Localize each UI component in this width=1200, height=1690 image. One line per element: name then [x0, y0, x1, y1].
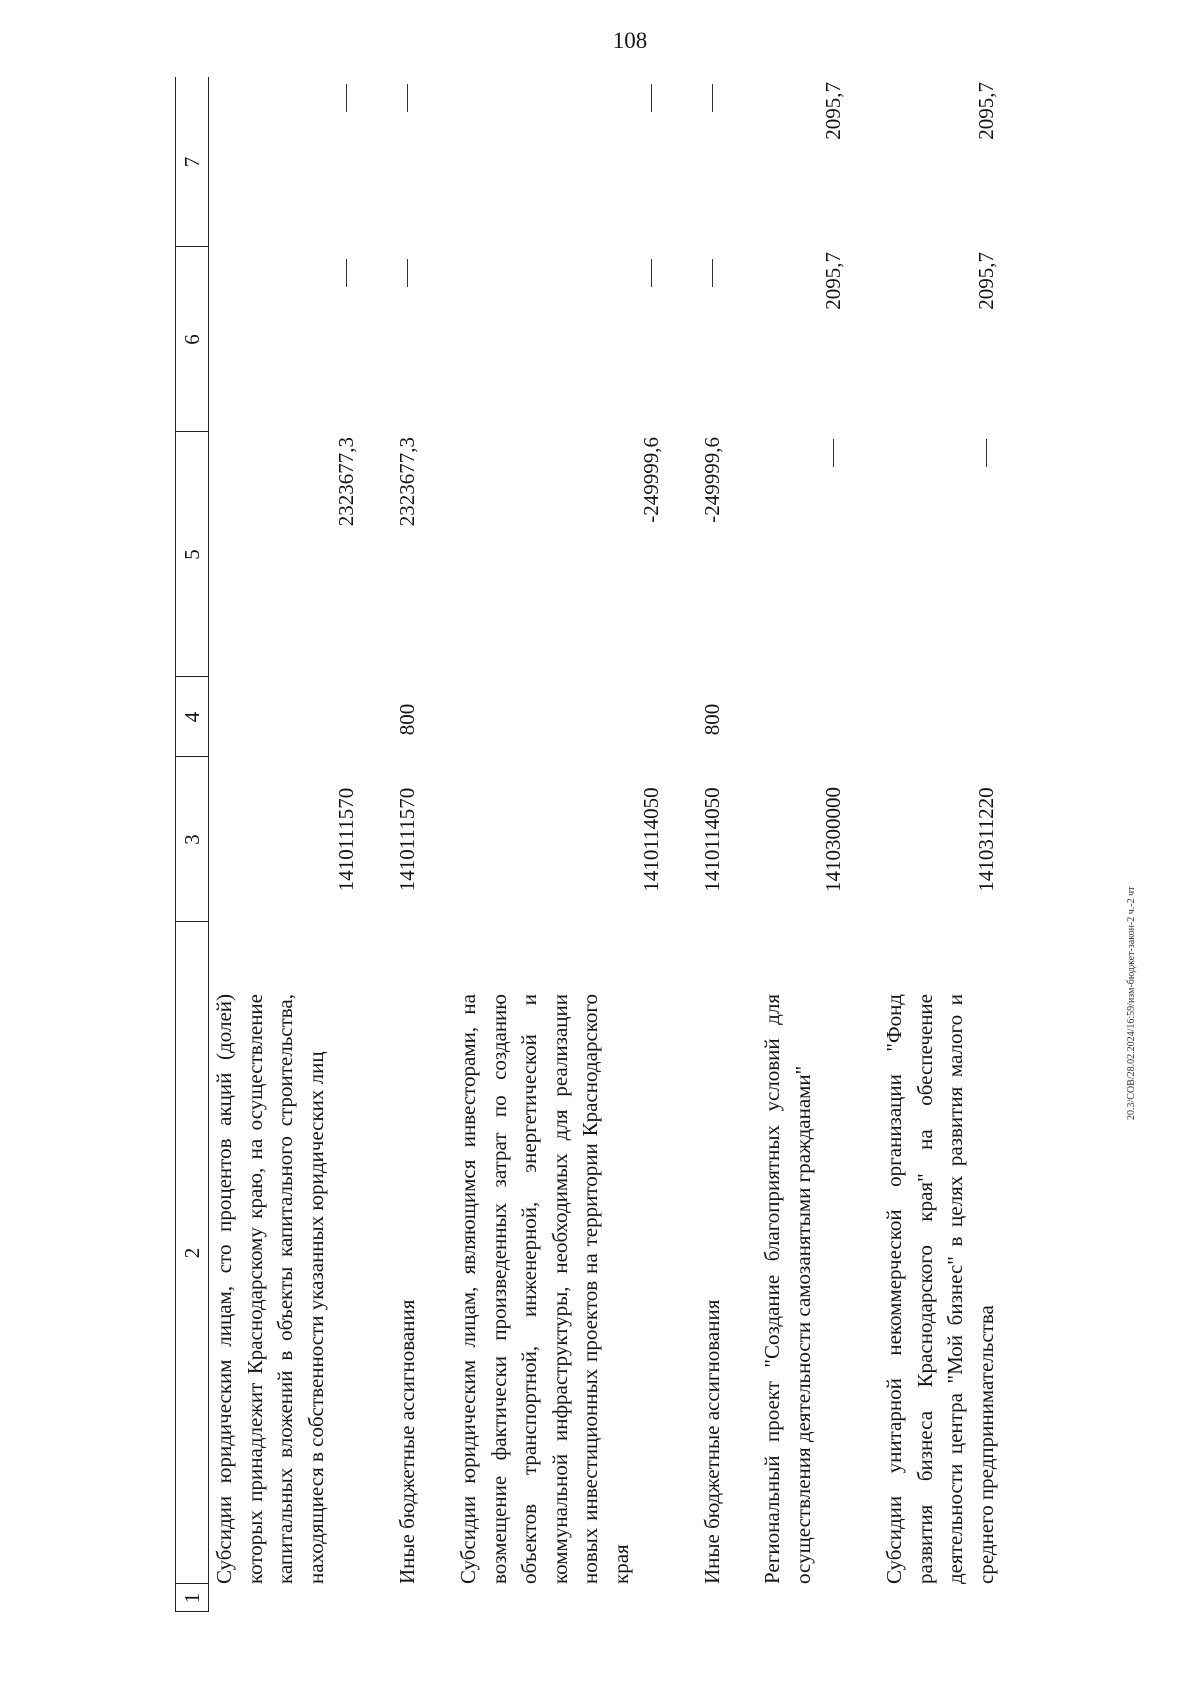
row-1-description: Субсидии юридическим лицам, сто процентов акций (долей) которых принадлежит Краснодарскому краю, на осуществление капитальных вложений в объекты капитального строительства, находящиеся в собственности указанных юридических лиц — [212, 994, 328, 1584]
row-1-value-5: 2323677,3 — [334, 437, 358, 527]
row-4-value-6-dash — [712, 259, 713, 287]
column-number-5: 5 — [180, 549, 204, 560]
document-footer-code: 20.3/СОВ/28.02.2024/16:59/изм-бюджет-закон-2 ч.-2 чт — [1126, 886, 1137, 1120]
row-5-code: 1410300000 — [821, 787, 845, 892]
row-2-value-5: 2323677,3 — [395, 437, 419, 527]
row-5-description: Региональный проект "Создание благоприятных условий для осуществления деятельности самозанятыми гражданами" — [760, 994, 815, 1584]
column-number-7: 7 — [180, 156, 204, 168]
row-3-value-6-dash — [651, 259, 652, 287]
row-4-value-7-dash — [712, 84, 713, 112]
column-number-6: 6 — [180, 334, 204, 345]
row-4-type: 800 — [700, 703, 724, 736]
row-3-description: Субсидии юридическим лицам, являющимся инвесторами, на возмещение фактически произведенных затрат по созданию объектов транспортной, инженерной, энергетической и коммунальной инфраструктуры, необходимых для реализации новых инвестиционных проектов на территории Краснодарского края — [456, 994, 633, 1584]
row-4-value-5: -249999,6 — [700, 437, 724, 523]
row-3-value-7-dash — [651, 84, 652, 112]
row-1-code: 1410111570 — [334, 787, 358, 892]
column-number-2: 2 — [180, 1247, 204, 1259]
row-4-description: Иные бюджетные ассигнования — [700, 1299, 724, 1584]
row-6-code: 1410311220 — [974, 787, 998, 892]
row-6-value-6: 2095,7 — [974, 252, 998, 310]
row-2-code: 1410111570 — [395, 787, 419, 892]
row-2-type: 800 — [395, 703, 419, 736]
row-3-code: 1410114050 — [639, 787, 663, 892]
budget-table — [175, 77, 1075, 1612]
row-5-value-5-dash — [833, 439, 834, 467]
row-5-value-6: 2095,7 — [821, 252, 845, 310]
row-5-value-7: 2095,7 — [821, 82, 845, 140]
row-6-value-7: 2095,7 — [974, 82, 998, 140]
row-6-value-5-dash — [986, 439, 987, 467]
row-2-value-6-dash — [407, 259, 408, 287]
row-4-code: 1410114050 — [700, 787, 724, 892]
page-number: 108 — [612, 28, 648, 53]
row-3-value-5: -249999,6 — [639, 437, 663, 523]
row-6-description: Субсидии унитарной некоммерческой организации "Фонд развития бизнеса Краснодарского края" на обеспечение деятельности центра "Мой бизнес" в целях развития малого и среднего предпринимательства — [882, 994, 998, 1584]
row-1-value-6-dash — [346, 259, 347, 287]
row-2-description: Иные бюджетные ассигнования — [395, 1299, 419, 1584]
row-1-value-7-dash — [346, 84, 347, 112]
column-number-row — [175, 77, 209, 1612]
column-number-1: 1 — [180, 1592, 204, 1604]
column-number-3: 3 — [180, 834, 204, 845]
column-number-4: 4 — [180, 711, 204, 723]
row-2-value-7-dash — [407, 84, 408, 112]
